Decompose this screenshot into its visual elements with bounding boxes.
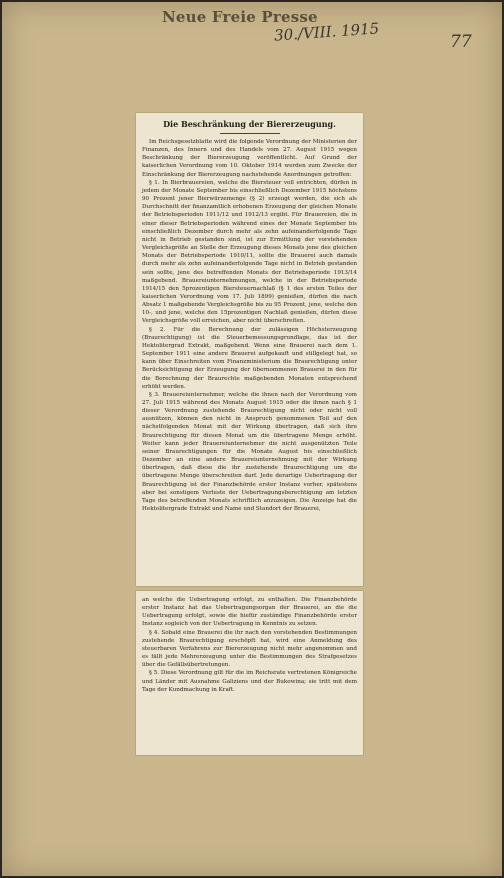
article-paragraph: § 1. In Bierbrauereien, welche die Biersteuer voll entrichten, dürfen in jedem der Monate September bis einschließlich Dezember 1915 höchstens 90 Prozent jener Bierwürzemenge (§ 2) erzeugt werden, die sich als Durchschnitt der finanzamtlich erhobenen Erzeugung der gleichen Monate der Betriebsperioden 1911/12 und 1912/13 ergibt. Für Brauereien, die in einer dieser Betriebsperioden während eines der Monate September bis einschließlich Dezember durch mehr als zehn aufeinanderfolgende Tage nicht in Betrieb gestanden sind, ist zur Ermittlung der vorstehenden Vergleichsgröße an Stelle der Erzeugung dieses Monats jene des gleichen Monats der Betriebsperiode 1910/11, sollte die Brauerei auch damals durch mehr als zehn aufeinanderfolgende Tage nicht in Betrieb gestanden sein sollte, jene des betreffenden Monats der Betriebsperiode 1913/14 maßgebend. Brauereiunternehmungen, welche in der Betriebsperiode 1914/15 den 5prozentigen Biersteuernachlaß (§ 1 des ersten Teiles der kaiserlichen Verordnung vom 17. Juli 1899) genießen, dürfen die nach Absatz 1 maßgebende Vergleichsgröße bis zu 95 Prozent, jene, welche den 10-, und jene, welche den 15prozentigen Nachlaß genießen, dürfen diese Vergleichsgröße voll erreichen, aber nicht überschreiten. [142, 179, 357, 325]
article-paragraph: § 2. Für die Berechnung der zulässigen Höchsterzeugung (Braurechtigung) ist die Steuerbemessungsgrundlage, das ist der Hektolitergrad Extrakt, maßgebend. Wenn eine Brauerei nach dem 1. September 1911 eine andere Brauerei aufgekauft und stillgelegt hat, so kann über Einschreiten vom Finanzministerium die Braurechtigung unter Berücksichtigung der Erzeugung der übernommenen Brauerei in den für die Berechnung der Braurechte maßgebenden Monaten entsprechend erhöht werden. [142, 326, 357, 390]
title-divider [220, 133, 280, 134]
article-paragraph: an welche die Uebertragung erfolgt, zu enthalten. Die Finanzbehörde erster Instanz hat das Uebertragungsorgan der Brauerei, an die die Uebertragung erfolgt, sowie die hiefür zuständige Finanzbehörde erster Instanz sogleich von der Uebertragung in Kenntnis zu setzen. [142, 597, 357, 628]
article-paragraph: § 3. Brauereiunternehmer, welche die ihnen nach der Verordnung vom 27. Juli 1915 während des Monats August 1915 oder die ihnen nach § 1 dieser Verordnung zustehende Braurechtigung nicht oder nicht voll ausnützen, können den nicht in Anspruch genommenen Teil auf den nächstfolgenden Monat mit der Wirkung übertragen, daß sich ihre Braurechtigung für diesen Monat um die übertragene Menge erhöht. Weiter kann jeder Brauereiunternehmer die nicht ausgenützten Teile seiner Braurechtigungen für die Monate August bis einschließlich Dezember an eine andere Brauereiunternehmung mit der Wirkung übertragen, daß diese die ihr zustehende Braurechtigung um die übertragene Menge überschreiten darf. Jede derartige Uebertragung der Braurechtigung ist der Finanzbehörde erster Instanz vorher, spätestens aber bei sonstigem Verluste der Uebertragungsberechtigung am letzten Tage des betreffenden Monats schriftlich anzuzeigen. Die Anzeige hat die Hektolitergrade Extrakt und Name und Standort der Brauerei, [142, 391, 357, 513]
article-paragraph: § 4. Sobald eine Brauerei die ihr nach den vorstehenden Bestimmungen zustehende Braurechtigung erschöpft hat, wird eine Anmeldung des steuerbaren Verfahrens zur Biererzeugung nicht mehr angenommen und es fällt jede Mehrerzeugung unter die Bestimmungen des Strafgesetzes über die Gefällsübertretungen. [142, 629, 357, 669]
handwritten-date: 30./VIII. 1915 [273, 19, 380, 45]
article-paragraph: Im Reichsgesetzblatte wird die folgende Verordnung der Ministerien der Finanzen, des Innern und des Handels vom 27. August 1915 wegen Beschränkung der Biererzeugung veröffentlicht. Auf Grund der kaiserlichen Verordnung vom 10. Oktober 1914 werden zum Zwecke der Einschränkung der Biererzeugung nachstehende Anordnungen getroffen: [142, 139, 357, 178]
article-title: Die Beschränkung der Biererzeugung. [163, 119, 336, 129]
newspaper-masthead: Neue Freie Presse [162, 8, 318, 26]
folio-number: 77 [450, 32, 472, 52]
archive-sheet [2, 2, 502, 876]
newspaper-clipping-part1 [136, 113, 363, 586]
article-paragraph: § 5. Diese Verordnung gilt für die im Reichsrate vertretenen Königreiche und Länder mit Ausnahme Galiziens und der Bukowina; sie tritt mit dem Tage der Kundmachung in Kraft. [142, 670, 357, 693]
newspaper-clipping-part2 [136, 591, 363, 755]
